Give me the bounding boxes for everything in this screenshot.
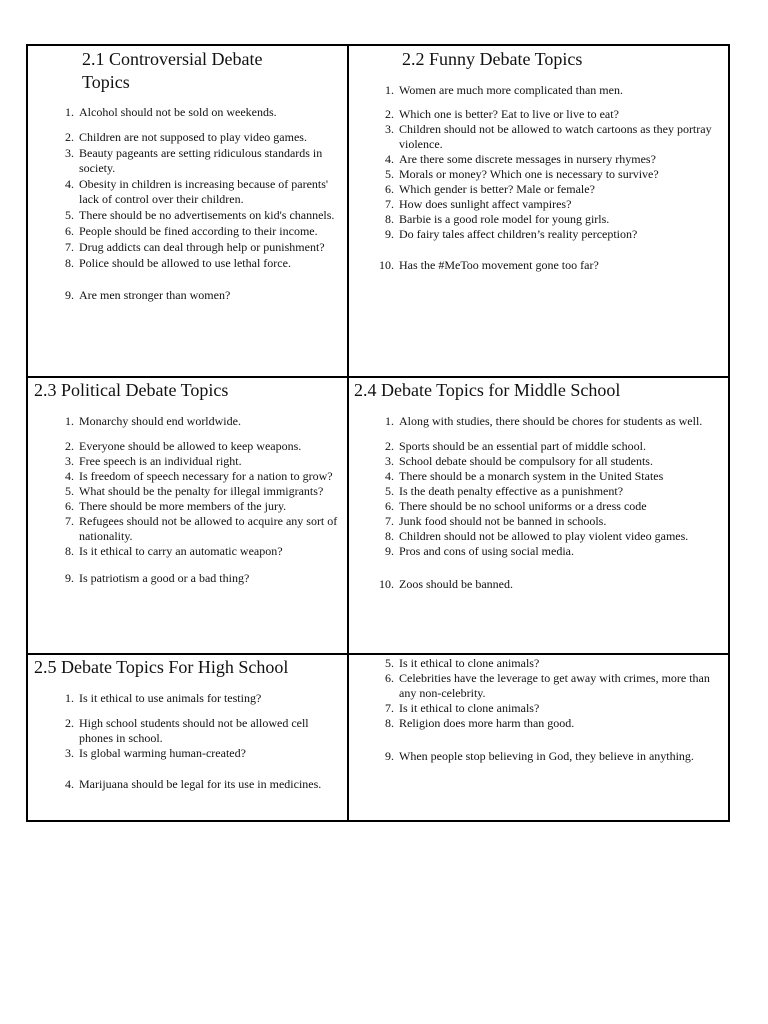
list-item: 3. Is global warming human-created? — [65, 746, 246, 760]
list-item: 7. Refugees should not be allowed to acquire any sort of nationality. — [65, 514, 338, 543]
list-item: 4. There should be a monarch system in the United States — [385, 469, 664, 483]
list-item: 4. Obesity in children is increasing because of parents' lack of control over their children. — [65, 177, 329, 206]
list-item: 8. Is it ethical to carry an automatic weapon? — [65, 544, 283, 558]
topic-list — [354, 83, 726, 273]
list-item: 9. When people stop believing in God, they believe in anything. — [385, 749, 694, 763]
list-item: 9. Are men stronger than women? — [65, 288, 231, 302]
section-heading: 2.4 Debate Topics for Middle School — [354, 380, 621, 400]
list-item: 8. Children should not be allowed to play violent video games. — [385, 529, 689, 543]
list-item: 9. Is patriotism a good or a bad thing? — [65, 571, 250, 585]
list-item: 1. Women are much more complicated than men. — [385, 83, 623, 97]
list-item: 9. Pros and cons of using social media. — [385, 544, 574, 558]
list-item: 7. Is it ethical to clone animals? — [385, 701, 540, 715]
section-middle-school — [354, 379, 726, 592]
list-item: 6. Celebrities have the leverage to get away with crimes, more than any non-celebrity. — [385, 671, 710, 700]
list-item: 3. Children should not be allowed to watch cartoons as they portray violence. — [385, 122, 712, 151]
row-divider-2 — [28, 653, 728, 655]
list-item: 6. There should be no school uniforms or a dress code — [385, 499, 647, 513]
section-heading: 2.2 Funny Debate Topics — [402, 49, 583, 69]
list-item: 5. Is the death penalty effective as a punishment? — [385, 484, 624, 498]
list-item: 4. Is freedom of speech necessary for a nation to grow? — [65, 469, 333, 483]
topic-list — [354, 414, 726, 592]
section-heading: 2.5 Debate Topics For High School — [34, 657, 289, 677]
row-divider-1 — [28, 376, 728, 378]
list-item: 1. Alcohol should not be sold on weekends. — [65, 105, 277, 119]
section-political — [34, 379, 342, 586]
section-high-school — [34, 656, 342, 792]
topic-list — [34, 105, 342, 303]
list-item: 6. People should be fined according to their income. — [65, 224, 318, 238]
topic-list — [34, 691, 342, 792]
list-item: 5. Morals or money? Which one is necessary to survive? — [385, 167, 659, 181]
list-item: 7. How does sunlight affect vampires? — [385, 197, 572, 211]
list-item: 8. Religion does more harm than good. — [385, 716, 575, 730]
section-funny — [354, 48, 726, 273]
list-item: 2. Sports should be an essential part of middle school. — [385, 439, 646, 453]
list-item: 5. There should be no advertisements on kid's channels. — [65, 208, 335, 222]
list-item: 10. Zoos should be banned. — [379, 577, 513, 591]
topics-table — [26, 44, 730, 822]
list-item: 1. Is it ethical to use animals for testing? — [65, 691, 262, 705]
list-item: 8. Police should be allowed to use lethal force. — [65, 256, 291, 270]
topic-list — [34, 414, 342, 586]
list-item: 7. Junk food should not be banned in schools. — [385, 514, 607, 528]
list-item: 1. Monarchy should end worldwide. — [65, 414, 241, 428]
list-item: 1. Along with studies, there should be chores for students as well. — [385, 414, 703, 428]
section-high-school-continued — [354, 656, 726, 764]
column-divider — [347, 46, 349, 820]
list-item: 3. Beauty pageants are setting ridiculous standards in society. — [65, 146, 323, 175]
list-item: 3. School debate should be compulsory for all students. — [385, 454, 653, 468]
list-item: 2. High school students should not be allowed cell phones in school. — [65, 716, 309, 745]
list-item: 8. Barbie is a good role model for young girls. — [385, 212, 610, 226]
list-item: 10. Has the #MeToo movement gone too far? — [379, 258, 599, 272]
list-item: 3. Free speech is an individual right. — [65, 454, 242, 468]
list-item: 6. Which gender is better? Male or female? — [385, 182, 595, 196]
section-heading: 2.1 Controversial Debate Topics — [82, 49, 263, 92]
list-item: 9. Do fairy tales affect children’s reality perception? — [385, 227, 638, 241]
list-item: 4. Marijuana should be legal for its use in medicines. — [65, 777, 322, 791]
list-item: 7. Drug addicts can deal through help or punishment? — [65, 240, 325, 254]
list-item: 6. There should be more members of the jury. — [65, 499, 287, 513]
list-item: 5. Is it ethical to clone animals? — [385, 656, 540, 670]
section-heading: 2.3 Political Debate Topics — [34, 380, 229, 400]
section-controversial — [34, 48, 342, 303]
list-item: 2. Which one is better? Eat to live or live to eat? — [385, 107, 619, 121]
list-item: 5. What should be the penalty for illegal immigrants? — [65, 484, 324, 498]
list-item: 4. Are there some discrete messages in nursery rhymes? — [385, 152, 656, 166]
topic-list — [354, 656, 726, 764]
list-item: 2. Children are not supposed to play video games. — [65, 130, 307, 144]
list-item: 2. Everyone should be allowed to keep weapons. — [65, 439, 302, 453]
